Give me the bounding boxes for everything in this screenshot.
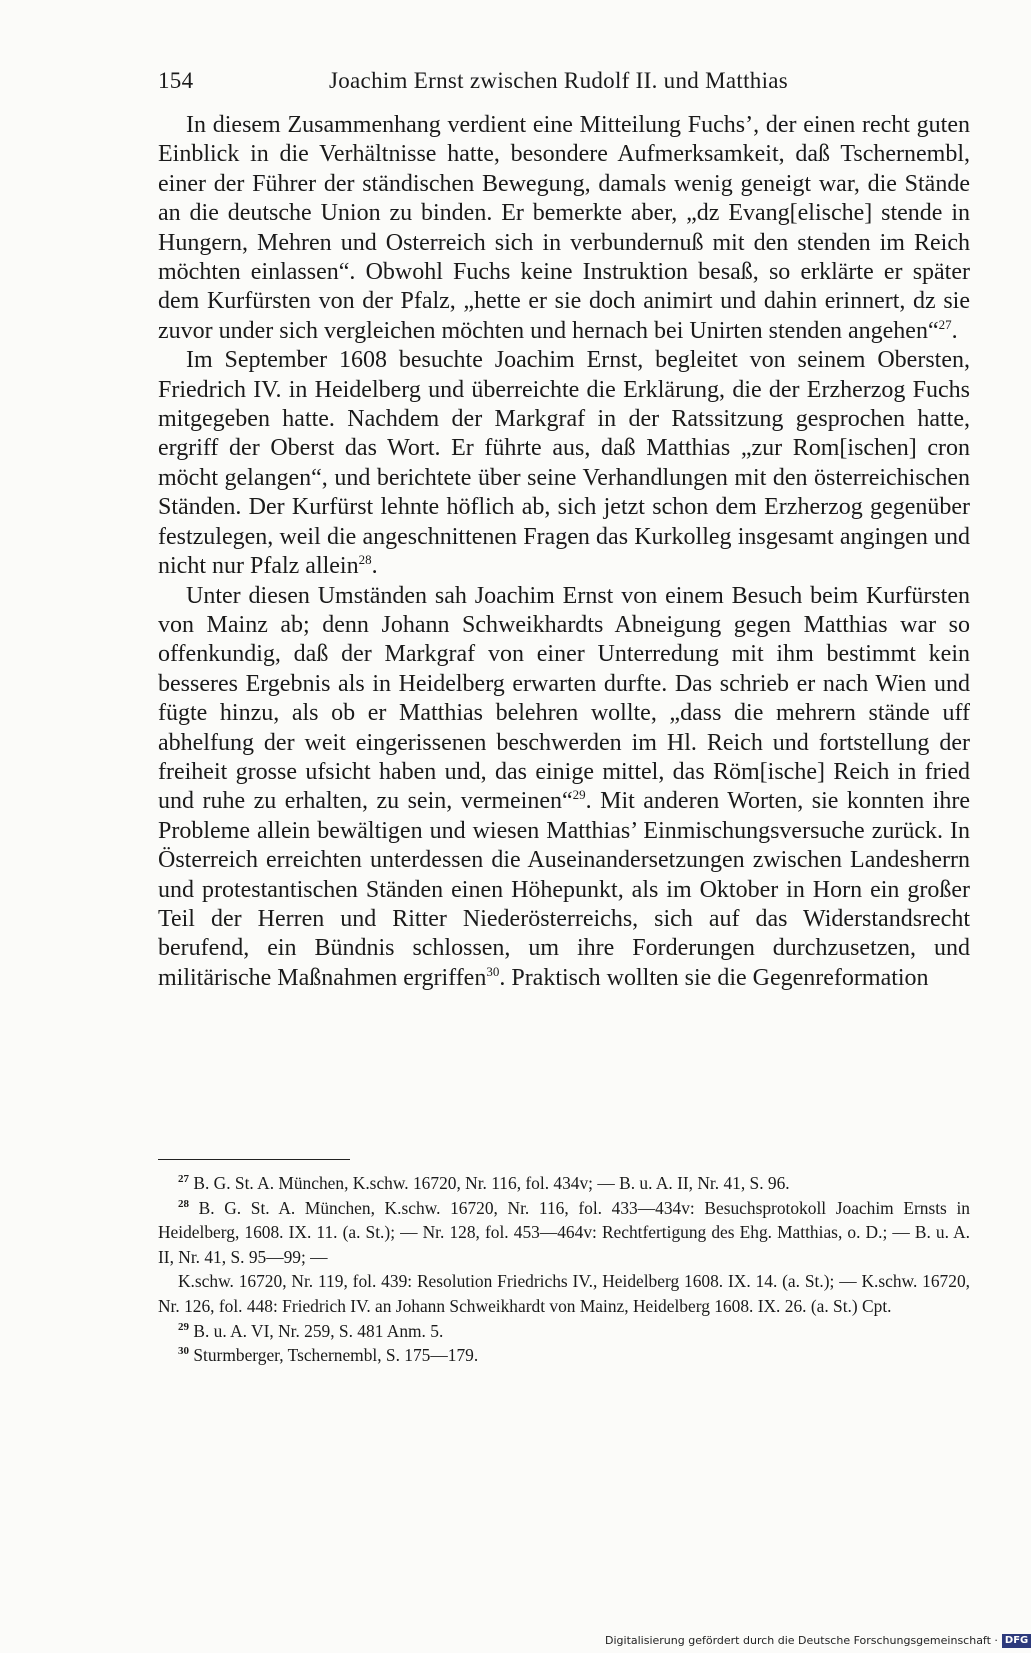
footnote-27 (158, 1171, 970, 1196)
footnotes (158, 1171, 970, 1368)
page-number: 154 (158, 68, 194, 93)
footnote-30 (158, 1343, 970, 1368)
paragraph-text: In diesem Zusammenhang verdient eine Mitteilung Fuchs’, der einen recht guten Einblick in die Verhältnisse hatte, besondere Aufmerksamkeit, daß Tschernembl, einer der Führer der ständischen Bewegung, damals wenig geneigt war, die Stände an die deutsche Union zu binden. Er bemerkte aber, „dz Evang[elische] stende in Hungern, Mehren und Osterreich sich in verbundernuß mit den stenden im Reich möchten einlassen“. Obwohl Fuchs keine Instruktion besaß, so erklärte er später dem Kurfürsten von der Pfalz, „hette er sie doch animirt und dahin erinnert, dz sie zuvor under sich vergleichen möchten und hernach bei Unirten stenden angehen“ (158, 112, 970, 344)
footnote-ref-29: 29 (572, 787, 586, 803)
footnote-text: K.schw. 16720, Nr. 119, fol. 439: Resolution Friedrichs IV., Heidelberg 1608. IX. 14. (a. St.); — K.schw. 16720, Nr. 126, fol. 448: Friedrich IV. an Johann Schweikhardt von Mainz, Heidelberg 1608. IX. 26. (a. St.) Cpt. (158, 1271, 970, 1316)
footnote-number: 30 (178, 1345, 189, 1358)
paragraph-tail: . (371, 553, 378, 580)
footnote-number: 28 (178, 1197, 189, 1210)
digitization-footer (605, 1634, 1031, 1648)
dfg-logo: DFG (1002, 1634, 1031, 1648)
paragraph-3 (158, 582, 970, 994)
paragraph-1 (158, 111, 970, 346)
footnote-28 (158, 1196, 970, 1270)
paragraph-text: Im September 1608 besuchte Joachim Ernst, begleitet von seinem Obersten, Friedrich IV. in Heidelberg und überreichte die Erklärung, die der Erzherzog Fuchs mitgegeben hatte. Nachdem der Markgraf in der Ratssitzung gesprochen hatte, ergriff der Oberst das Wort. Er führte aus, daß Matthias „zur Rom[ischen] cron möcht gelangen“, und berichtete über seine Verhandlungen mit den österreichischen Ständen. Der Kurfürst lehnte höflich ab, sich jetzt schon dem Erzherzog gegenüber festzulegen, weil die angeschnittenen Fragen das Kurkolleg insgesamt angingen und nicht nur Pfalz allein (158, 347, 970, 580)
running-head (158, 66, 970, 96)
footnote-ref-30: 30 (486, 963, 500, 979)
footnote-29 (158, 1319, 970, 1344)
footnote-ref-28: 28 (358, 552, 372, 568)
paragraph-2 (158, 346, 970, 581)
body-text (158, 111, 970, 993)
footnote-text: B. G. St. A. München, K.schw. 16720, Nr. 116, fol. 433—434v: Besuchsprotokoll Joachim Ernsts in Heidelberg, 1608. IX. 11. (a. St.); — Nr. 128, fol. 453—464v: Rechtfertigung des Ehg. Matthias, o. D.; — B. u. A. II, Nr. 41, S. 95—99; — (158, 1197, 971, 1267)
digitization-note: Digitalisierung gefördert durch die Deutsche Forschungsgemeinschaft · (605, 1634, 998, 1647)
paragraph-text: Unter diesen Umständen sah Joachim Ernst von einem Besuch beim Kurfürsten von Mainz ab; denn Johann Schweikhardts Abneigung gegen Matthias war so offenkundig, daß der Markgraf von einer Unterredung mit ihm bestimmt kein besseres Ergebnis als in Heidelberg erwarten durfte. Das schrieb er nach Wien und fügte hinzu, als ob er Matthias belehren wollte, „dass die mehrern stände uff abhelfung der weit eingerissenen beschwerden im Hl. Reich und fortstellung der freiheit grosse ufsicht haben und, das einige mittel, das Röm[ische] Reich in fried und ruhe zu erhalten, zu sein, vermeinen“ (158, 582, 970, 815)
footnote-ref-27: 27 (938, 316, 952, 332)
footnote-divider (158, 1159, 350, 1160)
footnote-text: Sturmberger, Tschernembl, S. 175—179. (193, 1345, 479, 1366)
running-title: Joachim Ernst zwischen Rudolf II. und Matthias (329, 68, 789, 93)
paragraph-tail: . (951, 317, 958, 344)
footnote-number: 29 (178, 1320, 189, 1333)
footnote-number: 27 (178, 1173, 189, 1185)
footnote-text: B. G. St. A. München, K.schw. 16720, Nr. 116, fol. 434v; — B. u. A. II, Nr. 41, S. 96. (193, 1173, 790, 1193)
paragraph-tail: . Praktisch wollten sie die Gegenreformation (499, 964, 929, 991)
footnote-28-continued (158, 1269, 970, 1318)
paragraph-text-cont: . Mit anderen Worten, sie konnten ihre Probleme allein bewältigen und wiesen Matthias’ Einmischungsversuche zurück. In Österreich erreichten unterdessen die Auseinandersetzungen zwischen Landesherrn und protestantischen Ständen einen Höhepunkt, als im Oktober in Horn ein großer Teil der Herren und Ritter Niederösterreichs, sich auf das Widerstandsrecht berufend, ein Bündnis schlossen, um ihre Forderungen durchzusetzen, und militärische Maßnahmen ergriffen (158, 788, 970, 991)
footnote-text: B. u. A. VI, Nr. 259, S. 481 Anm. 5. (193, 1320, 444, 1341)
